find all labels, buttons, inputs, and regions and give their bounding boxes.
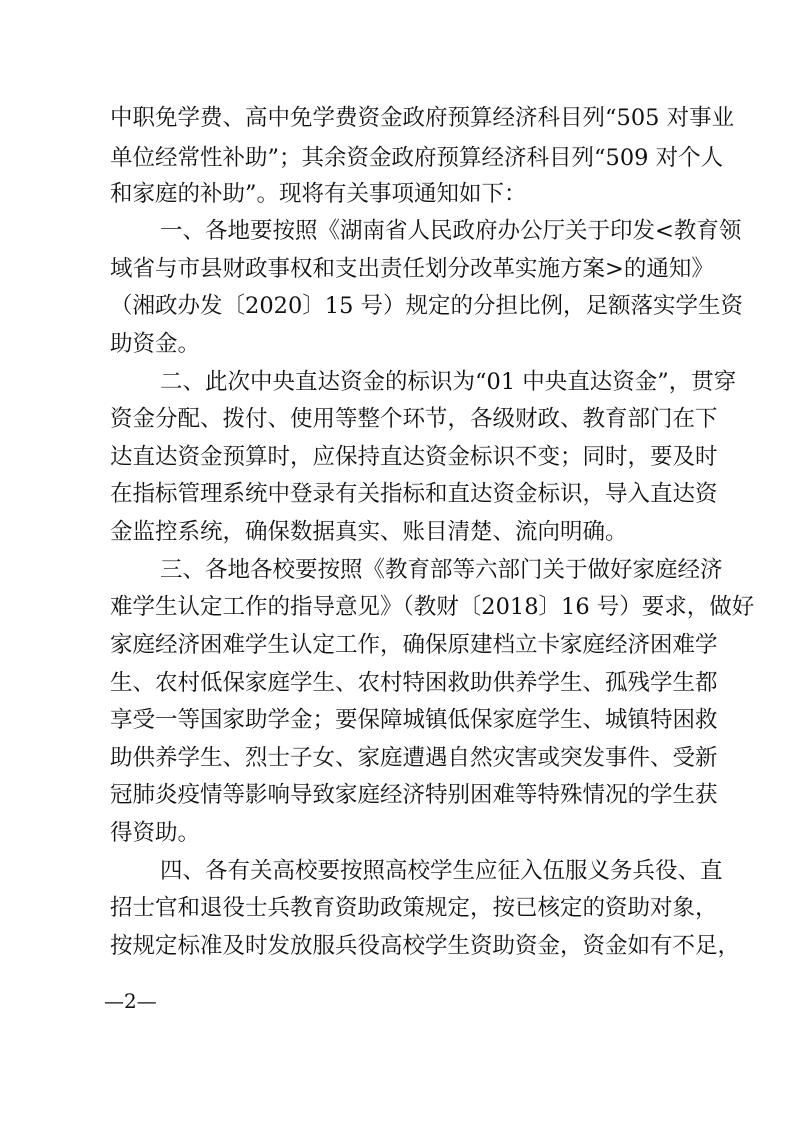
text-line: 冠肺炎疫情等影响导致家庭经济特别困难等特殊情况的学生获 (110, 782, 718, 808)
text-line: 域省与市县财政事权和支出责任划分改革实施方案>的通知》 (110, 256, 714, 282)
paragraph-1-line: 一、各地要按照《湖南省人民政府办公厅关于印发<教育领 (160, 218, 742, 244)
paragraph-2-line: 二、此次中央直达资金的标识为“01 中央直达资金”，贯穿 (160, 369, 737, 395)
text-line: 在指标管理系统中登录有关指标和直达资金标识，导入直达资 (110, 481, 718, 507)
text-line: （湘政办发〔2020〕15 号）规定的分担比例，足额落实学生资 (110, 293, 744, 319)
text-line: 助资金。 (110, 331, 201, 357)
text-line: 资金分配、拨付、使用等整个环节，各级财政、教育部门在下 (110, 406, 718, 432)
text-line: 难学生认定工作的指导意见》（教财〔2018〕16 号）要求，做好 (110, 594, 755, 620)
text-line: 助供养学生、烈士子女、家庭遭遇自然灾害或突发事件、受新 (110, 745, 718, 771)
text-line: 按规定标准及时发放服兵役高校学生资助资金，资金如有不足， (110, 933, 741, 959)
text-line: 中职免学费、高中免学费资金政府预算经济科目列“505 对事业 (110, 105, 735, 131)
text-line: 生、农村低保家庭学生、农村特困救助供养学生、孤残学生都 (110, 670, 718, 696)
text-line: 家庭经济困难学生认定工作，确保原建档立卡家庭经济困难学 (110, 632, 718, 658)
text-line: 享受一等国家助学金；要保障城镇低保家庭学生、城镇特困救 (110, 707, 718, 733)
page-number: —2— (104, 989, 157, 1013)
text-line: 得资助。 (110, 820, 201, 846)
text-line: 达直达资金预算时，应保持直达资金标识不变；同时，要及时 (110, 444, 718, 470)
paragraph-3-line: 三、各地各校要按照《教育部等六部门关于做好家庭经济 (160, 557, 723, 583)
text-line: 单位经常性补助”；其余资金政府预算经济科目列“509 对个人 (110, 145, 724, 171)
paragraph-4-line: 四、各有关高校要按照高校学生应征入伍服义务兵役、直 (160, 858, 723, 884)
text-line: 金监控系统，确保数据真实、账目清楚、流向明确。 (110, 519, 628, 545)
text-line: 和家庭的补助”。现将有关事项通知如下： (110, 181, 527, 207)
text-line: 招士官和退役士兵教育资助政策规定，按已核定的资助对象， (110, 895, 718, 921)
